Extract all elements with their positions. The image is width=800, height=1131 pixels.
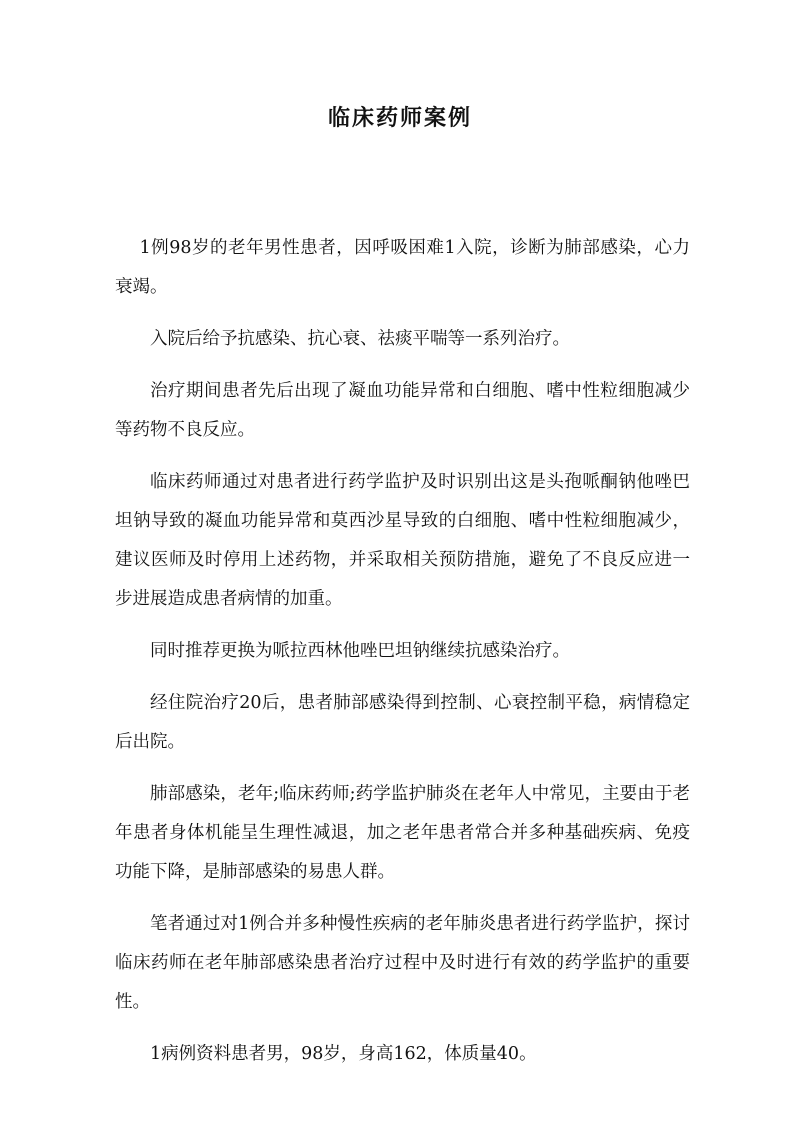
paragraph-keywords-background: 肺部感染，老年;临床药师;药学监护肺炎在老年人中常见，主要由于老年患者身体机能呈生理性减退，加之老年患者常合并多种基础疾病、免疫功能下降，是肺部感染的易患人群。 xyxy=(115,784,690,882)
paragraph-pharmacist-intervention: 临床药师通过对患者进行药学监护及时识别出这是头孢哌酮钠他唑巴坦钠导致的凝血功能异常和莫西沙星导致的白细胞、嗜中性粒细胞减少，建议医师及时停用上述药物，并采取相关预防措施，避免了不良反应进一步进展造成患者病情的加重。 xyxy=(115,472,690,609)
paragraph-replacement-therapy: 同时推荐更换为哌拉西林他唑巴坦钠继续抗感染治疗。 xyxy=(150,641,570,661)
document-title: 临床药师案例 xyxy=(327,105,472,131)
paragraph-case-summary: 1例98岁的老年男性患者，因呼吸困难1入院，诊断为肺部感染，心力衰竭。 xyxy=(115,238,690,297)
paragraph-adverse-reactions: 治疗期间患者先后出现了凝血功能异常和白细胞、嗜中性粒细胞减少等药物不良反应。 xyxy=(115,381,690,440)
paragraph-case-data: 1病例资料患者男，98岁，身高162，体质量40。 xyxy=(150,1044,537,1064)
document-body xyxy=(115,229,690,1087)
paragraph-purpose: 笔者通过对1例合并多种慢性疾病的老年肺炎患者进行药学监护，探讨临床药师在老年肺部感染患者治疗过程中及时进行有效的药学监护的重要性。 xyxy=(115,914,690,1012)
paragraph-initial-treatment: 入院后给予抗感染、抗心衰、祛痰平喘等一系列治疗。 xyxy=(150,329,570,349)
paragraph-outcome: 经住院治疗20后，患者肺部感染得到控制、心衰控制平稳，病情稳定后出院。 xyxy=(115,693,690,752)
